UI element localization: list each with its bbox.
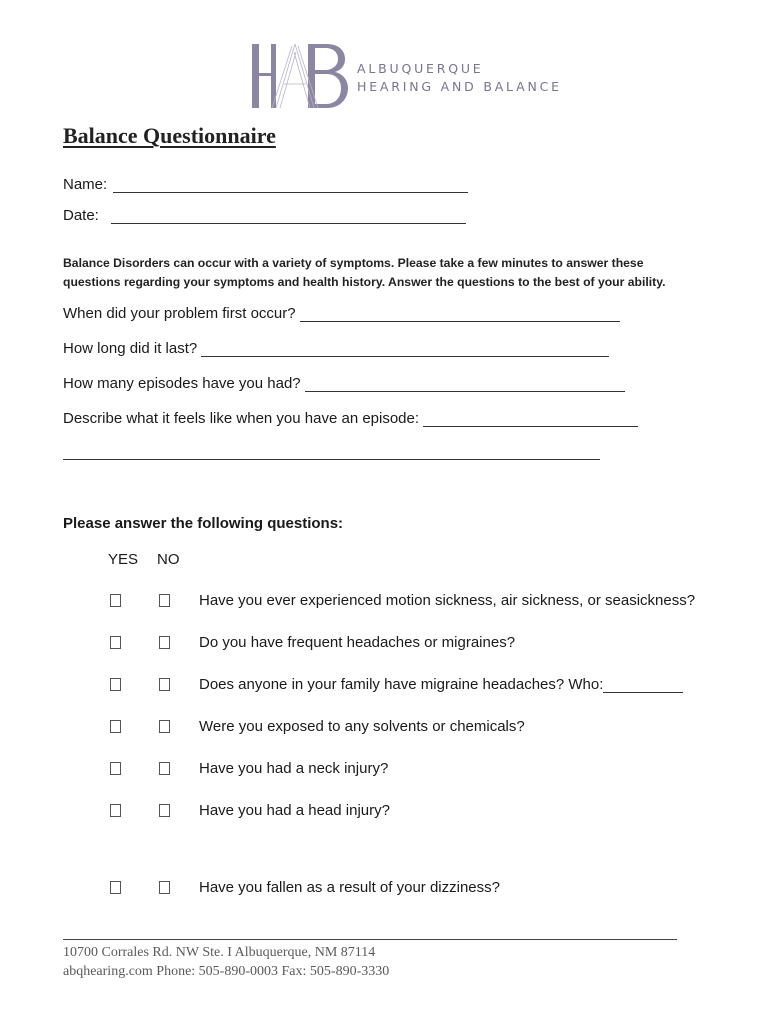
- name-line[interactable]: [113, 177, 468, 193]
- question-label: Have you had a neck injury?: [199, 760, 389, 777]
- footer: [63, 943, 389, 981]
- page-title: Balance Questionnaire: [63, 123, 276, 148]
- question-text: [199, 592, 695, 609]
- answer-line[interactable]: [305, 376, 625, 392]
- open-question-label: Describe what it feels like when you have an episode:: [63, 410, 420, 427]
- question-text: [199, 634, 515, 651]
- yes-checkbox[interactable]: [110, 720, 121, 733]
- yes-column-header: YES: [108, 551, 139, 568]
- no-checkbox[interactable]: [159, 762, 170, 775]
- answer-line-continued[interactable]: [63, 459, 600, 460]
- open-question-3[interactable]: [63, 375, 625, 392]
- question-label: Have you had a head injury?: [199, 802, 390, 819]
- question-label: Have you ever experienced motion sickness, air sickness, or seasickness?: [199, 592, 696, 609]
- no-column-header: NO: [157, 551, 180, 568]
- footer-address: 10700 Corrales Rd. NW Ste. I Albuquerque, NM 87114: [63, 945, 376, 960]
- answer-line[interactable]: [201, 341, 609, 357]
- who-answer-line[interactable]: [603, 677, 683, 693]
- section-heading: Please answer the following questions:: [63, 515, 344, 532]
- no-checkbox[interactable]: [159, 804, 170, 817]
- question-label: Were you exposed to any solvents or chemicals?: [199, 718, 525, 735]
- question-label: Do you have frequent headaches or migraines?: [199, 634, 516, 651]
- open-question-4[interactable]: [63, 410, 638, 427]
- yes-checkbox[interactable]: [110, 678, 121, 691]
- hab-logo-mark: [248, 42, 348, 110]
- open-question-label: When did your problem first occur?: [63, 305, 296, 322]
- practice-name-line2: HEARING AND BALANCE: [357, 79, 562, 94]
- name-field[interactable]: [63, 176, 468, 193]
- question-text: [199, 718, 525, 735]
- yes-checkbox[interactable]: [110, 762, 121, 775]
- question-text: [199, 879, 500, 896]
- open-question-1[interactable]: [63, 305, 620, 322]
- practice-name: [357, 60, 562, 96]
- question-text: [199, 676, 683, 693]
- yes-checkbox[interactable]: [110, 594, 121, 607]
- question-label: Have you fallen as a result of your dizziness?: [199, 879, 500, 896]
- open-question-label: How many episodes have you had?: [63, 375, 301, 392]
- yes-checkbox[interactable]: [110, 636, 121, 649]
- no-checkbox[interactable]: [159, 636, 170, 649]
- practice-name-line1: ALBUQUERQUE: [357, 61, 484, 76]
- question-text: [199, 760, 388, 777]
- open-question-label: How long did it last?: [63, 340, 198, 357]
- no-checkbox[interactable]: [159, 678, 170, 691]
- no-checkbox[interactable]: [159, 720, 170, 733]
- question-text: [199, 802, 390, 819]
- instructions-text: Balance Disorders can occur with a variety of symptoms. Please take a few minutes to answer these questions regarding your symptoms and health history. Answer the questions to the best of your ability.: [63, 256, 666, 289]
- no-checkbox[interactable]: [159, 594, 170, 607]
- footer-divider: [63, 939, 677, 940]
- open-question-2[interactable]: [63, 340, 609, 357]
- question-label: Does anyone in your family have migraine headaches? Who:: [199, 676, 604, 693]
- date-field[interactable]: [63, 207, 466, 224]
- yes-checkbox[interactable]: [110, 881, 121, 894]
- date-line[interactable]: [111, 208, 466, 224]
- yes-checkbox[interactable]: [110, 804, 121, 817]
- name-label: Name:: [63, 176, 108, 193]
- answer-line[interactable]: [300, 306, 620, 322]
- answer-line[interactable]: [423, 411, 638, 427]
- date-label: Date:: [63, 207, 99, 224]
- footer-contact: abqhearing.com Phone: 505-890-0003 Fax: 505-890-3330: [63, 964, 390, 979]
- no-checkbox[interactable]: [159, 881, 170, 894]
